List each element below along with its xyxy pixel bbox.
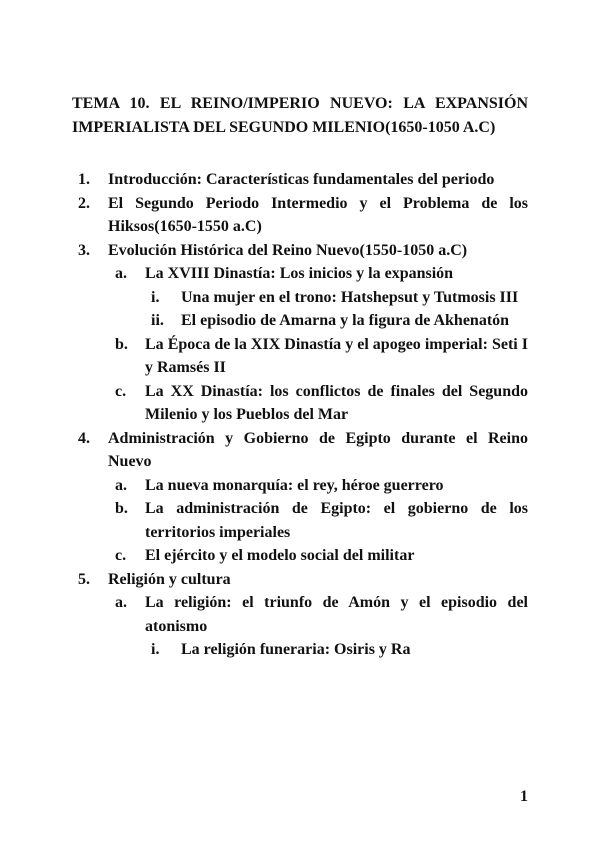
toc-item-3c <box>115 380 528 427</box>
toc-item-number: ii. <box>151 312 164 329</box>
toc-item-4a <box>115 474 528 498</box>
toc-item-number: c. <box>115 547 127 564</box>
toc-item-1 <box>78 168 528 192</box>
toc-item-text: Religión y cultura <box>108 570 231 588</box>
toc-item-text: La Época de la XIX Dinastía y el apogeo imperial: Seti I y Ramsés II <box>145 335 528 376</box>
toc-item-text: El episodio de Amarna y la figura de Akhenatón <box>181 312 510 329</box>
page-number: 1 <box>520 788 528 805</box>
toc-item-number: 1. <box>78 171 90 188</box>
toc-item-text: La religión funeraria: Osiris y Ra <box>181 641 411 658</box>
toc-item-4c <box>115 544 528 568</box>
toc-item-text: Evolución Histórica del Reino Nuevo(1550-1050 a.C) <box>108 241 468 259</box>
toc-item-5a-i <box>151 638 528 662</box>
toc-item-text: La XVIII Dinastía: Los inicios y la expansión <box>145 265 454 282</box>
document-title: TEMA 10. EL REINO/IMPERIO NUEVO: LA EXPANSIÓN IMPERIALISTA DEL SEGUNDO MILENIO(1650-1050 A.C) <box>72 95 528 136</box>
toc-item-number: b. <box>115 335 128 353</box>
toc-item-5a <box>115 591 528 638</box>
toc-item-3b <box>115 333 528 380</box>
toc-item-text: Introducción: Características fundamentales del periodo <box>108 171 495 188</box>
toc-item-number: i. <box>151 641 160 658</box>
toc-item-text: El ejército y el modelo social del militar <box>145 547 415 564</box>
toc-item-number: c. <box>115 382 127 400</box>
toc-item-number: a. <box>115 476 127 494</box>
toc-item-3a <box>115 262 528 286</box>
toc-item-number: 4. <box>78 429 90 447</box>
toc-item-text: La XX Dinastía: los conflictos de finales del Segundo Milenio y los Pueblos del Mar <box>145 382 528 423</box>
toc-item-3 <box>78 239 528 263</box>
toc-item-text: La religión: el triunfo de Amón y el episodio del atonismo <box>145 594 528 635</box>
toc-item-5 <box>78 568 528 592</box>
toc-item-number: b. <box>115 500 128 517</box>
toc-item-number: i. <box>151 288 160 306</box>
toc-item-4 <box>78 427 528 474</box>
toc-item-text: La administración de Egipto: el gobierno de los territorios imperiales <box>145 500 528 541</box>
table-of-contents <box>0 168 600 662</box>
toc-item-number: 2. <box>78 194 90 212</box>
toc-item-text: Una mujer en el trono: Hatshepsut y Tutmosis III <box>181 288 519 306</box>
toc-item-number: 5. <box>78 570 90 588</box>
toc-item-text: La nueva monarquía: el rey, héroe guerrero <box>145 476 444 494</box>
toc-item-4b <box>115 497 528 544</box>
toc-item-text: Administración y Gobierno de Egipto durante el Reino Nuevo <box>108 429 528 470</box>
toc-item-3a-i <box>151 286 528 310</box>
toc-item-number: 3. <box>78 241 90 259</box>
toc-item-2 <box>78 192 528 239</box>
toc-item-number: a. <box>115 265 127 282</box>
toc-item-text: El Segundo Periodo Intermedio y el Problema de los Hiksos(1650-1550 a.C) <box>108 194 528 235</box>
toc-item-3a-ii <box>151 309 528 333</box>
toc-item-number: a. <box>115 594 127 611</box>
